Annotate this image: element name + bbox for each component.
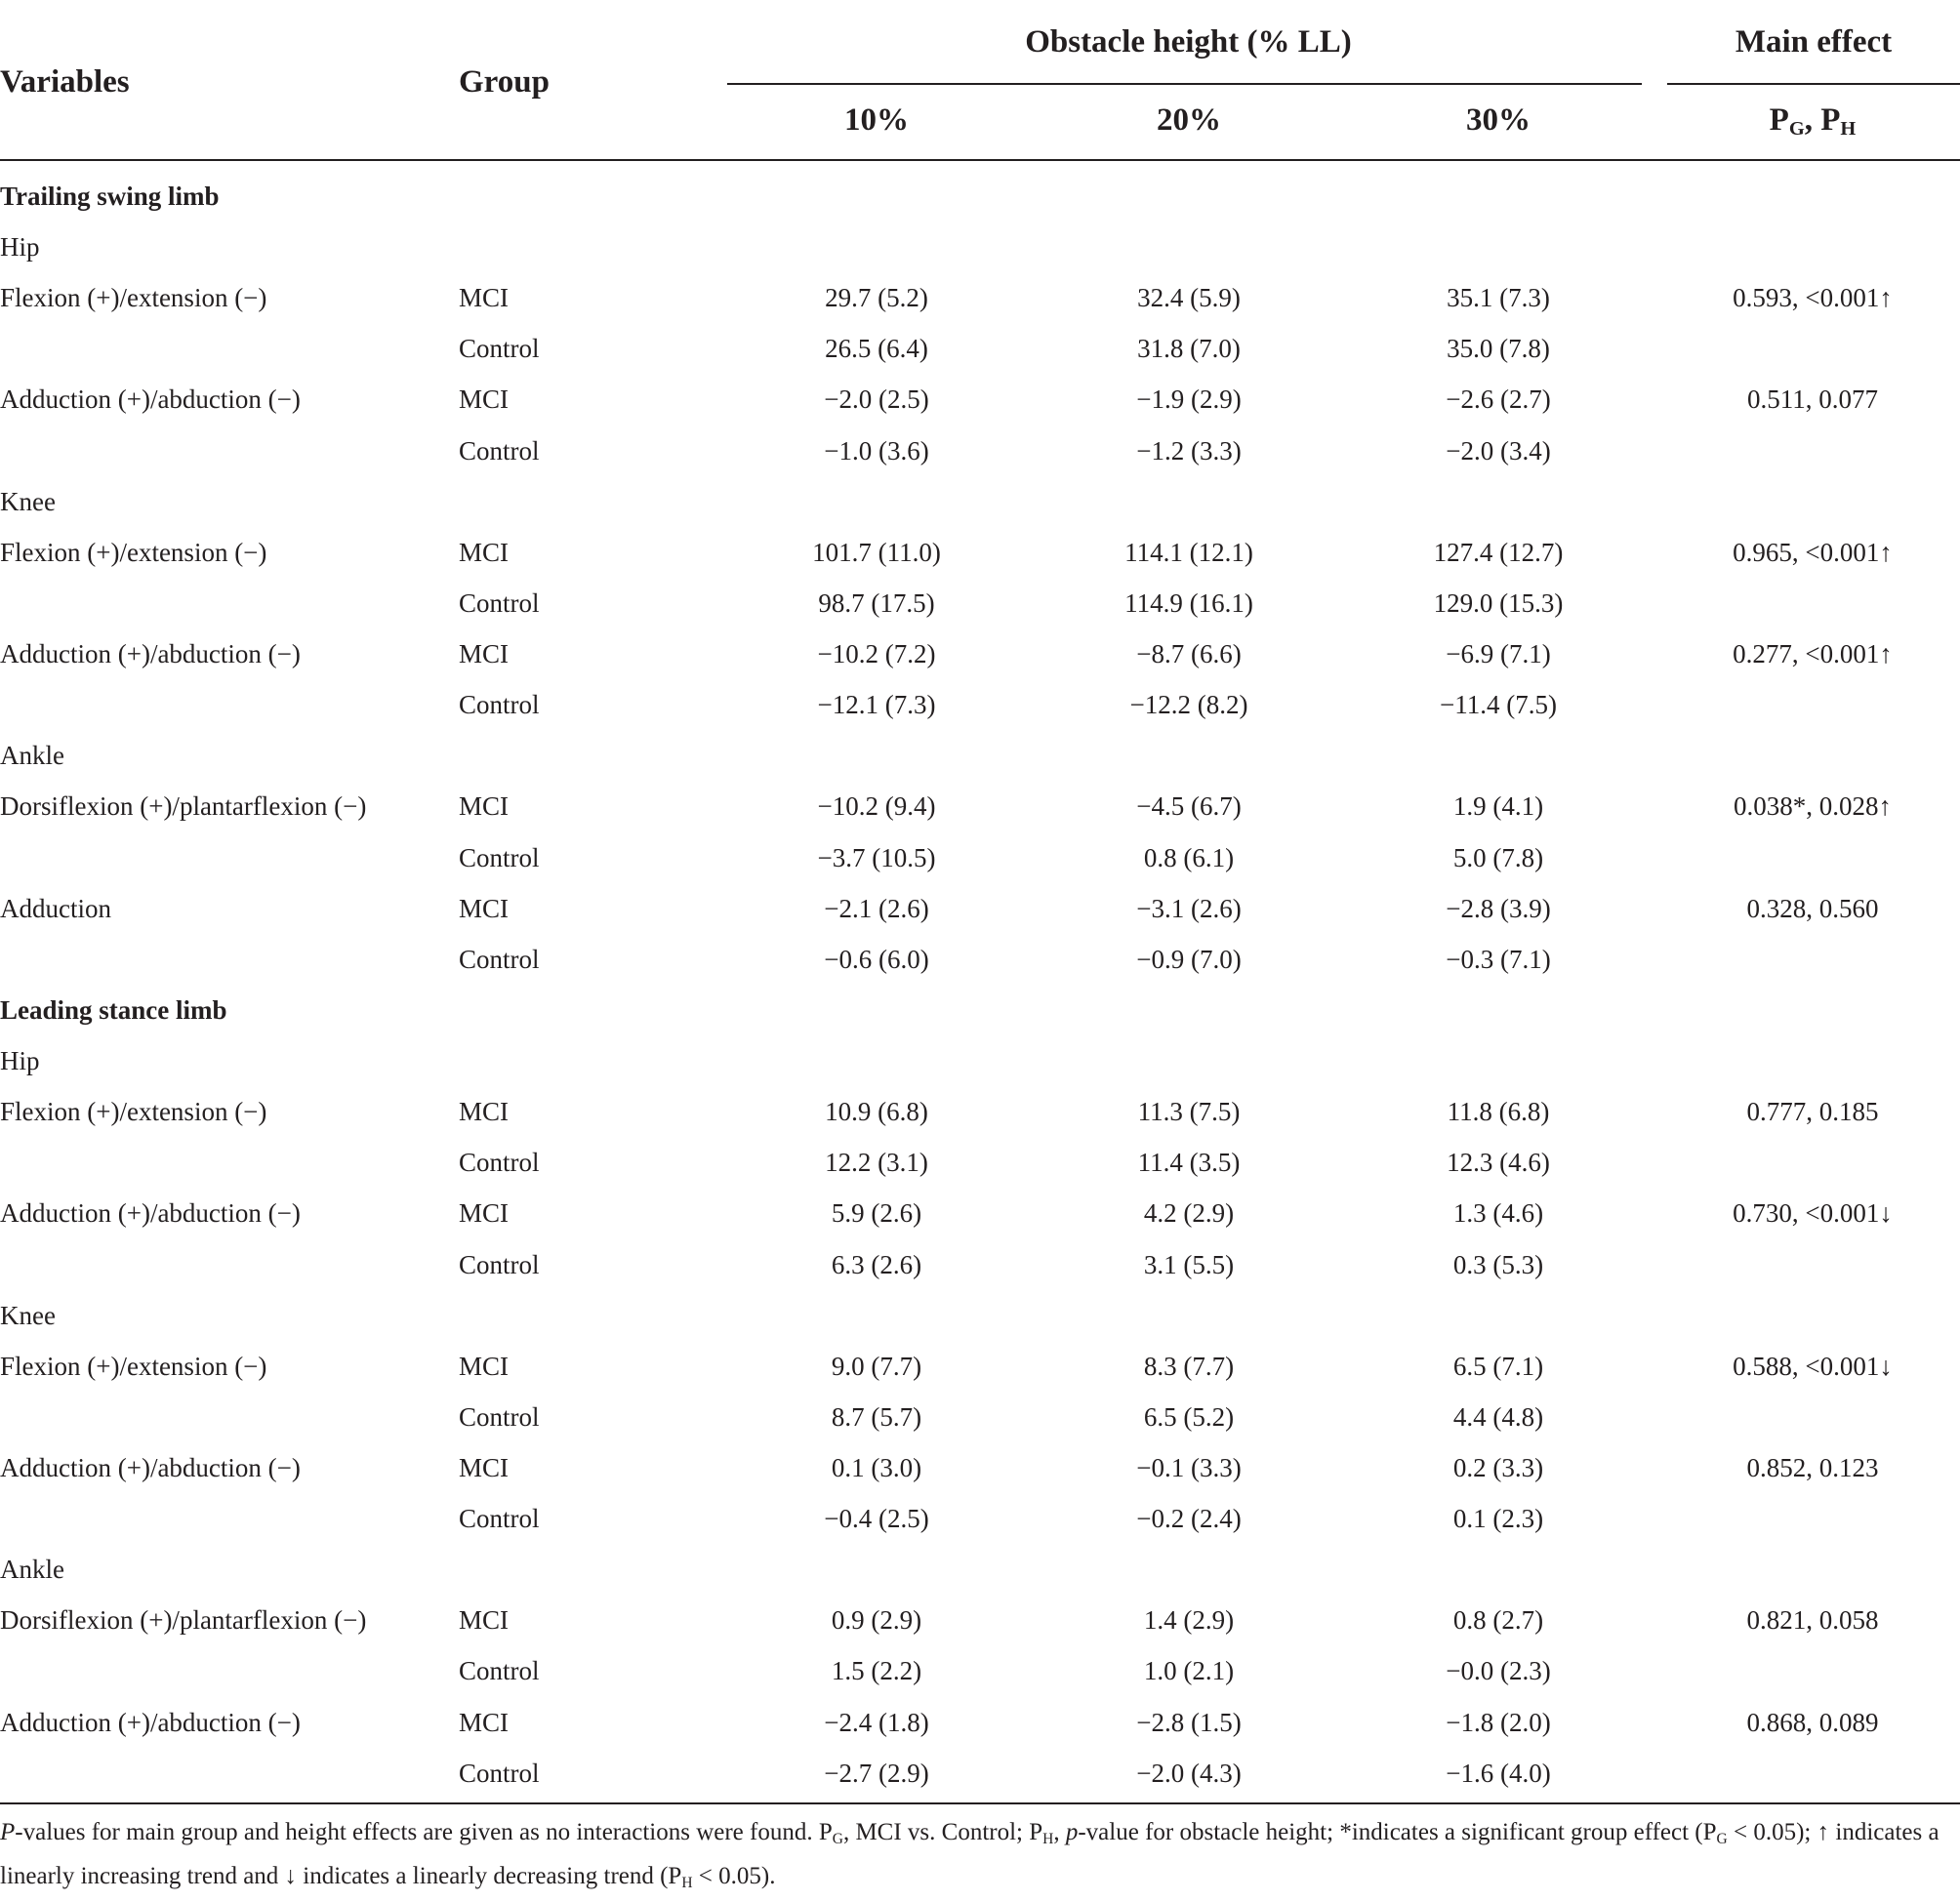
cell-v20: 3.1 (5.5)	[1143, 1250, 1235, 1279]
footnote-sub-g: G	[832, 1830, 843, 1847]
cell-v20: 8.3 (7.7)	[1143, 1352, 1235, 1381]
header-10: 10%	[844, 102, 909, 138]
header-30: 30%	[1466, 102, 1531, 138]
row-label: Adduction	[0, 894, 111, 923]
cell-v10: 0.9 (2.9)	[831, 1605, 922, 1635]
row-label: Hip	[0, 232, 40, 262]
cell-main: 0.965, <0.001↑	[1733, 538, 1893, 567]
cell-v20: −1.9 (2.9)	[1136, 384, 1242, 414]
obstacle-underline	[727, 83, 1642, 85]
cell-v20: 1.4 (2.9)	[1143, 1605, 1235, 1635]
header-p-sep: , P	[1804, 102, 1841, 138]
cell-v30: −2.0 (3.4)	[1446, 436, 1551, 465]
cell-group: Control	[459, 1250, 540, 1279]
cell-v10: −1.0 (3.6)	[824, 436, 929, 465]
row-label: Knee	[0, 1301, 56, 1330]
header-rule	[0, 159, 1960, 161]
cell-main: 0.821, 0.058	[1746, 1605, 1879, 1635]
cell-v10: 29.7 (5.2)	[825, 283, 928, 312]
cell-v10: −0.6 (6.0)	[824, 945, 929, 974]
footnote-part2: , MCI vs. Control; P	[842, 1819, 1043, 1845]
cell-group: MCI	[459, 791, 510, 821]
cell-v30: 0.2 (3.3)	[1452, 1453, 1544, 1482]
cell-group: MCI	[459, 283, 510, 312]
cell-group: Control	[459, 1656, 540, 1685]
cell-group: MCI	[459, 1097, 510, 1126]
cell-v30: 0.8 (2.7)	[1452, 1605, 1544, 1635]
header-variables: Variables	[0, 64, 130, 100]
row-label: Adduction (+)/abduction (−)	[0, 1198, 301, 1228]
cell-group: Control	[459, 690, 540, 719]
cell-v30: −1.8 (2.0)	[1446, 1708, 1551, 1737]
cell-v20: −8.7 (6.6)	[1136, 639, 1242, 668]
cell-v20: −0.2 (2.4)	[1136, 1504, 1242, 1533]
row-label: Dorsiflexion (+)/plantarflexion (−)	[0, 1605, 367, 1635]
cell-v30: 35.1 (7.3)	[1447, 283, 1550, 312]
cell-v10: 6.3 (2.6)	[831, 1250, 922, 1279]
cell-v10: 12.2 (3.1)	[825, 1148, 928, 1177]
cell-v10: −2.1 (2.6)	[824, 894, 929, 923]
cell-group: MCI	[459, 1352, 510, 1381]
row-label: Hip	[0, 1046, 40, 1075]
cell-v10: −2.4 (1.8)	[824, 1708, 929, 1737]
header-p-values	[1715, 104, 1910, 140]
cell-group: Control	[459, 843, 540, 872]
cell-v30: −0.0 (2.3)	[1446, 1656, 1551, 1685]
cell-group: Control	[459, 945, 540, 974]
cell-group: MCI	[459, 1453, 510, 1482]
cell-main: 0.852, 0.123	[1746, 1453, 1879, 1482]
cell-group: MCI	[459, 1605, 510, 1635]
cell-v30: 6.5 (7.1)	[1452, 1352, 1544, 1381]
cell-v20: 4.2 (2.9)	[1143, 1198, 1235, 1228]
cell-v20: −3.1 (2.6)	[1136, 894, 1242, 923]
footnote-sub-g2: G	[1716, 1830, 1728, 1847]
cell-main: 0.277, <0.001↑	[1733, 639, 1893, 668]
row-label: Trailing swing limb	[0, 182, 220, 211]
cell-v10: 9.0 (7.7)	[831, 1352, 922, 1381]
cell-v10: 98.7 (17.5)	[818, 588, 935, 618]
cell-v10: 5.9 (2.6)	[831, 1198, 922, 1228]
cell-v30: −0.3 (7.1)	[1446, 945, 1551, 974]
cell-v30: 1.3 (4.6)	[1452, 1198, 1544, 1228]
footnote-p-italic: P	[0, 1819, 16, 1845]
header-group: Group	[459, 64, 550, 100]
cell-group: Control	[459, 1148, 540, 1177]
cell-v10: 1.5 (2.2)	[831, 1656, 922, 1685]
cell-v20: 11.3 (7.5)	[1137, 1097, 1241, 1126]
footnote-sub-h: H	[1042, 1830, 1054, 1847]
footnote-sub-h2: H	[681, 1874, 693, 1891]
cell-v20: 114.1 (12.1)	[1124, 538, 1253, 567]
footnote-part5: < 0.05); ↑ indicates a linearly increasing trend and ↓ indicates a linearly decreasing trend (P	[0, 1819, 1940, 1889]
cell-v30: 0.3 (5.3)	[1452, 1250, 1544, 1279]
cell-v30: 1.9 (4.1)	[1452, 791, 1544, 821]
cell-v20: −4.5 (6.7)	[1136, 791, 1242, 821]
header-20: 20%	[1157, 102, 1221, 138]
cell-group: MCI	[459, 384, 510, 414]
cell-v30: 5.0 (7.8)	[1452, 843, 1544, 872]
cell-main: 0.588, <0.001↓	[1733, 1352, 1893, 1381]
cell-v10: 26.5 (6.4)	[825, 334, 928, 363]
row-label: Dorsiflexion (+)/plantarflexion (−)	[0, 791, 367, 821]
cell-group: Control	[459, 334, 540, 363]
cell-v10: −2.0 (2.5)	[824, 384, 929, 414]
row-label: Flexion (+)/extension (−)	[0, 1352, 267, 1381]
cell-v20: −0.1 (3.3)	[1136, 1453, 1242, 1482]
cell-group: MCI	[459, 639, 510, 668]
footnote-part4: -value for obstacle height; *indicates a significant group effect (P	[1078, 1819, 1717, 1845]
footnote-part1: -values for main group and height effects are given as no interactions were found. P	[15, 1819, 833, 1845]
cell-v20: 0.8 (6.1)	[1143, 843, 1235, 872]
header-p-h-sub: H	[1840, 118, 1857, 141]
cell-v20: 11.4 (3.5)	[1137, 1148, 1241, 1177]
cell-v10: −3.7 (10.5)	[817, 843, 936, 872]
cell-group: Control	[459, 1402, 540, 1432]
cell-main: 0.328, 0.560	[1746, 894, 1879, 923]
row-label: Ankle	[0, 1555, 64, 1584]
row-label: Flexion (+)/extension (−)	[0, 283, 267, 312]
cell-v10: −12.1 (7.3)	[817, 690, 936, 719]
cell-main: 0.730, <0.001↓	[1733, 1198, 1893, 1228]
footer-rule	[0, 1802, 1960, 1804]
cell-v20: 114.9 (16.1)	[1124, 588, 1253, 618]
cell-group: Control	[459, 588, 540, 618]
row-label: Flexion (+)/extension (−)	[0, 538, 267, 567]
cell-v30: −1.6 (4.0)	[1446, 1759, 1551, 1788]
cell-v20: −12.2 (8.2)	[1129, 690, 1248, 719]
cell-v20: 31.8 (7.0)	[1137, 334, 1241, 363]
cell-v10: 8.7 (5.7)	[831, 1402, 922, 1432]
cell-v30: 129.0 (15.3)	[1433, 588, 1564, 618]
cell-v30: 12.3 (4.6)	[1447, 1148, 1550, 1177]
row-label: Flexion (+)/extension (−)	[0, 1097, 267, 1126]
cell-v30: −2.6 (2.7)	[1446, 384, 1551, 414]
cell-group: Control	[459, 436, 540, 465]
cell-v30: −11.4 (7.5)	[1440, 690, 1557, 719]
cell-group: Control	[459, 1759, 540, 1788]
cell-v20: 32.4 (5.9)	[1137, 283, 1241, 312]
cell-main: 0.777, 0.185	[1746, 1097, 1879, 1126]
cell-main: 0.593, <0.001↑	[1733, 283, 1893, 312]
cell-group: Control	[459, 1504, 540, 1533]
header-main-effect: Main effect	[1735, 24, 1893, 60]
row-label: Adduction (+)/abduction (−)	[0, 1453, 301, 1482]
cell-v20: −0.9 (7.0)	[1136, 945, 1242, 974]
footnote-p-italic2: p	[1065, 1819, 1079, 1845]
cell-v10: 10.9 (6.8)	[825, 1097, 928, 1126]
cell-v10: −10.2 (7.2)	[817, 639, 936, 668]
header-obstacle-height: Obstacle height (% LL)	[1025, 24, 1352, 60]
cell-v20: 1.0 (2.1)	[1143, 1656, 1235, 1685]
cell-v20: −2.0 (4.3)	[1136, 1759, 1242, 1788]
row-label: Adduction (+)/abduction (−)	[0, 1708, 301, 1737]
row-label: Knee	[0, 487, 56, 516]
header-p-g-sub: G	[1788, 118, 1805, 141]
cell-v20: −1.2 (3.3)	[1136, 436, 1242, 465]
main-effect-underline	[1667, 83, 1960, 85]
cell-v20: −2.8 (1.5)	[1136, 1708, 1242, 1737]
cell-v10: −2.7 (2.9)	[824, 1759, 929, 1788]
cell-main: 0.511, 0.077	[1747, 384, 1878, 414]
cell-v30: −6.9 (7.1)	[1446, 639, 1551, 668]
cell-group: MCI	[459, 894, 510, 923]
cell-v30: −2.8 (3.9)	[1446, 894, 1551, 923]
footnote-part3: ,	[1053, 1819, 1066, 1845]
footnote	[0, 1814, 1952, 1902]
cell-v30: 0.1 (2.3)	[1452, 1504, 1544, 1533]
cell-v30: 127.4 (12.7)	[1433, 538, 1564, 567]
row-label: Adduction (+)/abduction (−)	[0, 639, 301, 668]
row-label: Leading stance limb	[0, 995, 227, 1025]
header-p-label: P	[1769, 102, 1789, 138]
row-label: Ankle	[0, 741, 64, 770]
row-label: Adduction (+)/abduction (−)	[0, 384, 301, 414]
cell-main: 0.868, 0.089	[1746, 1708, 1879, 1737]
cell-v10: −0.4 (2.5)	[824, 1504, 929, 1533]
cell-v10: 101.7 (11.0)	[812, 538, 941, 567]
cell-group: MCI	[459, 1708, 510, 1737]
cell-main: 0.038*, 0.028↑	[1734, 791, 1892, 821]
cell-v10: −10.2 (9.4)	[817, 791, 936, 821]
cell-v30: 11.8 (6.8)	[1447, 1097, 1550, 1126]
cell-v30: 4.4 (4.8)	[1452, 1402, 1544, 1432]
cell-group: MCI	[459, 1198, 510, 1228]
cell-v20: 6.5 (5.2)	[1143, 1402, 1235, 1432]
cell-group: MCI	[459, 538, 510, 567]
cell-v30: 35.0 (7.8)	[1447, 334, 1550, 363]
cell-v10: 0.1 (3.0)	[831, 1453, 922, 1482]
footnote-part6: < 0.05).	[692, 1862, 776, 1889]
